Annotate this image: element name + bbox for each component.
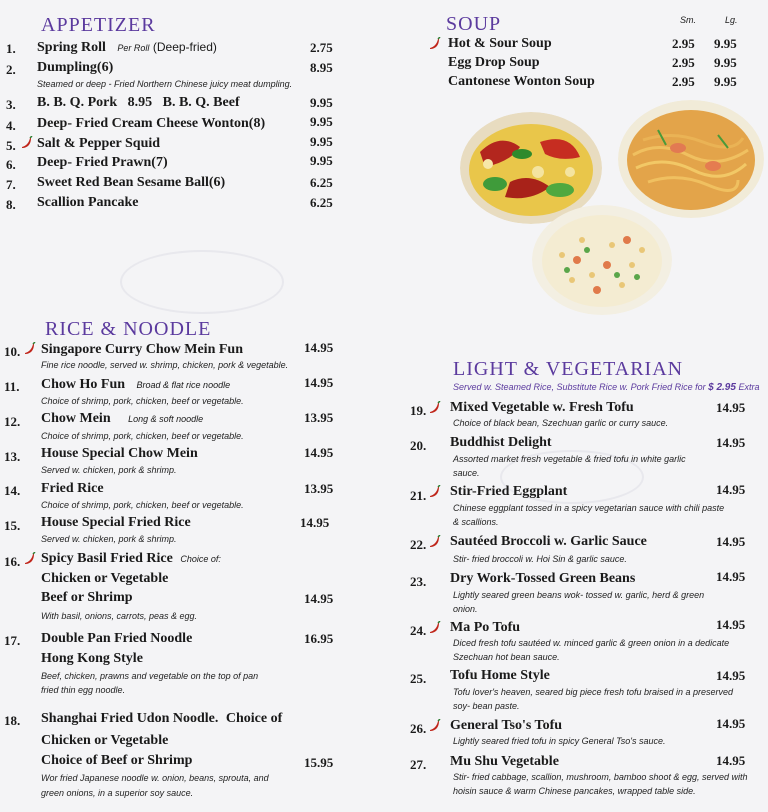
- item-description: Choice of black bean, Szechuan garlic or curry sauce.: [453, 418, 669, 428]
- item-price: 16.95: [304, 631, 334, 646]
- item-name: Spicy Basil Fried Rice Choice of:: [41, 551, 221, 566]
- item-number: 3.: [6, 97, 16, 112]
- soup-price-large: 9.95: [714, 74, 737, 89]
- item-price: 13.95: [304, 481, 334, 496]
- item-description: Choice of shrimp, pork, chicken, beef or vegetable.: [41, 431, 244, 441]
- item-description: Choice of shrimp, pork, chicken, beef or vegetable.: [41, 396, 244, 406]
- item-number: 18.: [4, 713, 21, 728]
- item-price: 14.95: [304, 375, 334, 390]
- item-number: 2.: [6, 62, 16, 77]
- chili-pepper-icon: [428, 485, 441, 498]
- item-name: Ma Po Tofu: [450, 620, 521, 635]
- item-name: Mu Shu Vegetable: [450, 754, 559, 769]
- item-number: 25.: [410, 671, 427, 686]
- rice-noodle-title: RICE & NOODLE: [45, 318, 212, 340]
- item-description: Lightly seared green beans wok- tossed w. garlic, herd & green: [453, 590, 705, 600]
- soup-price-large: 9.95: [714, 55, 737, 70]
- item-name: Double Pan Fried Noodle: [41, 631, 193, 646]
- light-vegetarian-title: LIGHT & VEGETARIAN: [453, 358, 684, 380]
- item-description: Diced fresh tofu sautéed w. minced garlic & green onion in a dedicate: [453, 638, 730, 648]
- chili-pepper-icon: [428, 719, 441, 732]
- item-description: & scallions.: [453, 517, 499, 527]
- item-description: onion.: [453, 604, 478, 614]
- item-option: Choice of Beef or Shrimp: [41, 753, 193, 768]
- soup-price-small: 2.95: [672, 74, 695, 89]
- item-price: 15.95: [304, 755, 334, 770]
- item-price: 14.95: [716, 482, 746, 497]
- soup-price-small: 2.95: [672, 36, 695, 51]
- item-number: 15.: [4, 518, 21, 533]
- item-name: Chow Mein Long & soft noodle: [41, 411, 204, 426]
- soup-name: Egg Drop Soup: [448, 55, 540, 70]
- item-number: 23.: [410, 574, 427, 589]
- item-number: 13.: [4, 449, 21, 464]
- soup-price-large: 9.95: [714, 36, 737, 51]
- soup-price-small: 2.95: [672, 55, 695, 70]
- item-number: 4.: [6, 118, 16, 133]
- item-name: House Special Chow Mein: [41, 446, 198, 461]
- item-name: House Special Fried Rice: [41, 515, 191, 530]
- item-number: 7.: [6, 177, 16, 192]
- background-decoration: [120, 250, 284, 314]
- chili-pepper-icon: [428, 37, 441, 50]
- item-price: 14.95: [304, 340, 334, 355]
- item-description: soy- bean paste.: [453, 701, 520, 711]
- item-description: Beef, chicken, prawns and vegetable on the top of pan: [41, 671, 259, 681]
- item-name: Dumpling(6): [37, 60, 114, 75]
- item-description: Tofu lover's heaven, seared big piece fresh tofu braised in a preserved: [453, 687, 734, 697]
- item-number: 5.: [6, 138, 16, 153]
- soup-name: Hot & Sour Soup: [448, 36, 552, 51]
- item-price: 14.95: [716, 617, 746, 632]
- item-name: Fried Rice: [41, 481, 104, 496]
- chili-pepper-icon: [23, 552, 36, 565]
- item-description: Szechuan hot bean sauce.: [453, 652, 560, 662]
- item-number: 24.: [410, 623, 427, 638]
- soup-title: SOUP: [446, 13, 502, 35]
- item-number: 10.: [4, 344, 21, 359]
- item-description: Served w. chicken, pork & shrimp.: [41, 534, 177, 544]
- item-number: 26.: [410, 721, 427, 736]
- item-name: Scallion Pancake: [37, 195, 139, 210]
- item-price: 2.75: [310, 40, 333, 55]
- item-name: Deep- Fried Cream Cheese Wonton(8): [37, 116, 266, 131]
- item-number: 17.: [4, 633, 21, 648]
- item-name: Buddhist Delight: [450, 435, 552, 450]
- item-option: Chicken or Vegetable: [41, 571, 169, 586]
- soup-name: Cantonese Wonton Soup: [448, 74, 595, 89]
- item-description: Wor fried Japanese noodle w. onion, beans, sprouta, and: [41, 773, 269, 783]
- item-description: green onions, in a superior soy sauce.: [41, 788, 194, 798]
- item-number: 14.: [4, 483, 21, 498]
- food-photo-fried-rice: [532, 205, 672, 315]
- item-name: Shanghai Fried Udon Noodle. Choice of: [41, 711, 283, 726]
- item-price: 14.95: [716, 668, 746, 683]
- item-name: Sautéed Broccoli w. Garlic Sauce: [450, 534, 647, 549]
- item-price: 14.95: [300, 515, 330, 530]
- item-name: Chow Ho Fun Broad & flat rice noodle: [41, 377, 231, 392]
- item-number: 22.: [410, 537, 427, 552]
- item-number: 20.: [410, 438, 427, 453]
- item-name: Deep- Fried Prawn(7): [37, 155, 168, 170]
- item-name: Salt & Pepper Squid: [37, 136, 161, 151]
- item-number: 27.: [410, 757, 427, 772]
- item-price: 8.95: [310, 60, 333, 75]
- item-name: B. B. Q. Pork 8.95 B. B. Q. Beef: [37, 95, 240, 110]
- item-description: sauce.: [453, 468, 480, 478]
- item-description: With basil, onions, carrots, peas & egg.: [41, 611, 197, 621]
- item-description: Choice of shrimp, pork, chicken, beef or vegetable.: [41, 500, 244, 510]
- item-description: Fine rice noodle, served w. shrimp, chicken, pork & vegetable.: [41, 360, 289, 370]
- chili-pepper-icon: [428, 535, 441, 548]
- size-large-header: Lg.: [725, 15, 738, 25]
- item-price: 14.95: [716, 400, 746, 415]
- food-photo-noodles: [618, 100, 764, 218]
- item-number: 19.: [410, 403, 427, 418]
- item-price: 14.95: [716, 534, 746, 549]
- item-price: 9.95: [310, 114, 333, 129]
- item-name: Dry Work-Tossed Green Beans: [450, 571, 636, 586]
- item-name: Sweet Red Bean Sesame Ball(6): [37, 175, 226, 190]
- item-subtitle: Hong Kong Style: [41, 651, 143, 666]
- item-number: 8.: [6, 197, 16, 212]
- appetizer-title: APPETIZER: [41, 14, 156, 36]
- item-description: fried thin egg noodle.: [41, 685, 126, 695]
- item-price: 14.95: [716, 753, 746, 768]
- item-price: 14.95: [304, 591, 334, 606]
- item-price: 14.95: [716, 435, 746, 450]
- item-number: 16.: [4, 554, 21, 569]
- item-price: 14.95: [304, 445, 334, 460]
- item-option: Beef or Shrimp: [41, 590, 133, 605]
- item-number: 1.: [6, 41, 16, 56]
- item-number: 21.: [410, 488, 427, 503]
- item-description: Stir- fried broccoli w. Hoi Sin & garlic sauce.: [453, 554, 627, 564]
- item-number: 12.: [4, 414, 21, 429]
- item-description: Steamed or deep - Fried Northern Chinese juicy meat dumpling.: [37, 79, 293, 89]
- light-vegetarian-subtitle: Served w. Steamed Rice, Substitute Rice w. Pork Fried Rice for $ 2.95 Extra: [453, 382, 760, 393]
- item-price: 14.95: [716, 569, 746, 584]
- size-small-header: Sm.: [680, 15, 697, 25]
- item-description: Lightly seared fried tofu in spicy General Tso's sauce.: [453, 736, 666, 746]
- item-option: Chicken or Vegetable: [41, 733, 169, 748]
- item-name: Mixed Vegetable w. Fresh Tofu: [450, 400, 634, 415]
- chili-pepper-icon: [20, 136, 33, 149]
- chili-pepper-icon: [428, 621, 441, 634]
- item-name: Stir-Fried Eggplant: [450, 484, 568, 499]
- chili-pepper-icon: [23, 342, 36, 355]
- item-price: 13.95: [304, 410, 334, 425]
- item-description: Assorted market fresh vegetable & fried tofu in white garlic: [453, 454, 686, 464]
- item-price: 6.25: [310, 175, 333, 190]
- item-price: 6.25: [310, 195, 333, 210]
- item-description: Served w. chicken, pork & shrimp.: [41, 465, 177, 475]
- item-price: 9.95: [310, 153, 333, 168]
- item-description: Chinese eggplant tossed in a spicy vegetarian sauce with chili paste: [453, 503, 725, 513]
- item-name: Singapore Curry Chow Mein Fun: [41, 342, 243, 357]
- item-number: 6.: [6, 157, 16, 172]
- item-price: 9.95: [310, 134, 333, 149]
- item-price: 14.95: [716, 716, 746, 731]
- item-price: 9.95: [310, 95, 333, 110]
- item-description: hoisin sauce & warm Chinese pancakes, wrapped table side.: [453, 786, 696, 796]
- item-name: General Tso's Tofu: [450, 718, 563, 733]
- item-number: 11.: [4, 379, 20, 394]
- item-name: Spring Roll Per Roll (Deep-fried): [37, 40, 217, 55]
- chili-pepper-icon: [428, 401, 441, 414]
- item-description: Stir- fried cabbage, scallion, mushroom, bamboo shoot & egg, served with: [453, 772, 748, 782]
- item-name: Tofu Home Style: [450, 668, 550, 683]
